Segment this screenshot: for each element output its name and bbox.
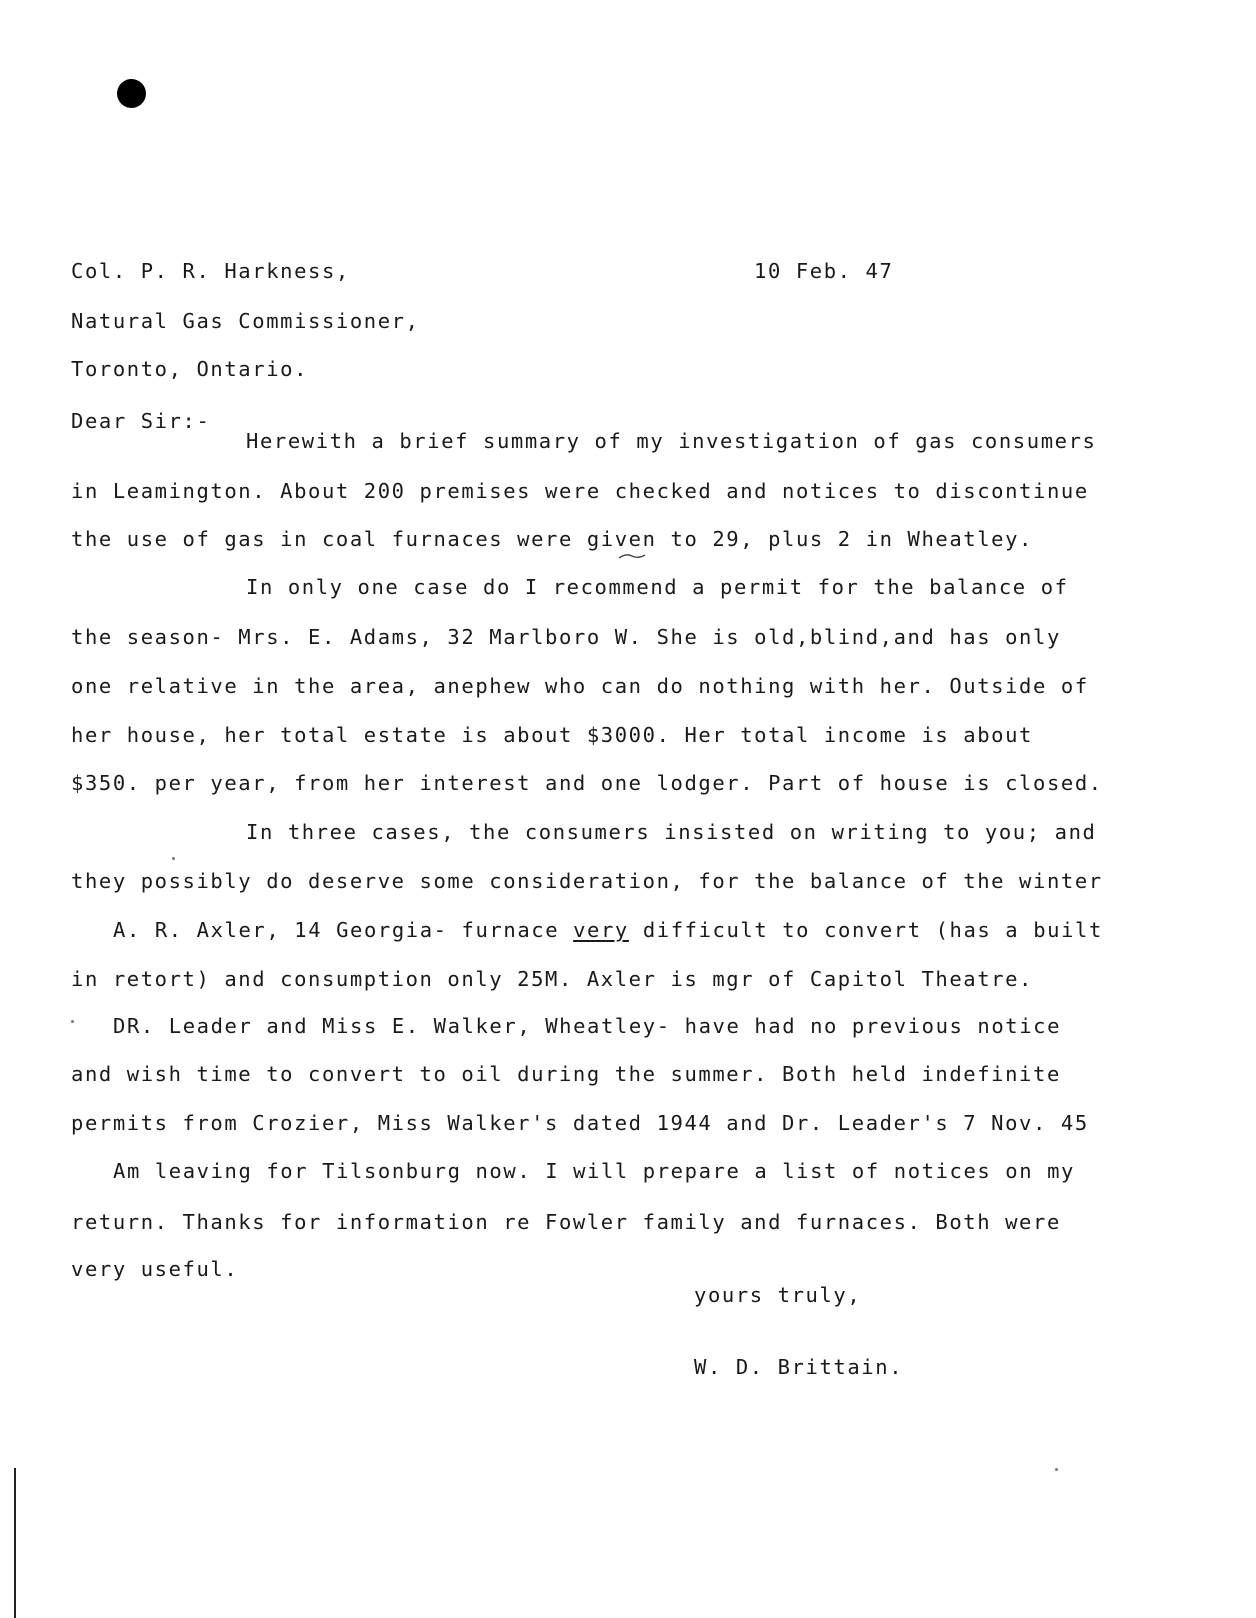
body-line: permits from Crozier, Miss Walker's dated 1944 and Dr. Leader's 7 Nov. 45 [71, 1111, 1089, 1135]
closing: yours truly, [694, 1283, 862, 1307]
body-line: in Leamington. About 200 premises were checked and notices to discontinue [71, 479, 1089, 503]
addressee-location: Toronto, Ontario. [71, 357, 309, 381]
body-line [113, 917, 1103, 943]
body-text: difficult to convert (has a built [628, 918, 1103, 942]
body-line: In three cases, the consumers insisted on writing to you; and [246, 820, 1097, 844]
body-line: in retort) and consumption only 25M. Axler is mgr of Capitol Theatre. [71, 967, 1034, 991]
body-line: In only one case do I recommend a permit for the balance of [246, 575, 1069, 599]
paper-speck [172, 857, 175, 860]
body-line: very useful. [71, 1257, 239, 1281]
body-line: the season- Mrs. E. Adams, 32 Marlboro W. She is old,blind,and has only [71, 625, 1061, 649]
paper-speck [71, 1020, 74, 1023]
letter-date: 10 Feb. 47 [754, 259, 894, 283]
body-line: the use of gas in coal furnaces were given to 29, plus 2 in Wheatley. [71, 527, 1034, 551]
body-line: DR. Leader and Miss E. Walker, Wheatley- have had no previous notice [113, 1014, 1062, 1038]
paper-speck [1055, 1468, 1058, 1471]
body-line: $350. per year, from her interest and one lodger. Part of house is closed. [71, 771, 1103, 795]
body-text: A. R. Axler, 14 Georgia- furnace [113, 918, 574, 942]
body-line: and wish time to convert to oil during the summer. Both held indefinite [71, 1062, 1061, 1086]
signature: W. D. Brittain. [694, 1355, 904, 1379]
hole-punch-mark [117, 79, 146, 108]
scan-edge-line [14, 1468, 16, 1618]
addressee-name: Col. P. R. Harkness, [71, 259, 350, 283]
body-line: Am leaving for Tilsonburg now. I will prepare a list of notices on my [113, 1159, 1076, 1183]
body-line: her house, her total estate is about $3000. Her total income is about [71, 723, 1034, 747]
body-line: one relative in the area, anephew who can do nothing with her. Outside of [71, 674, 1089, 698]
addressee-title: Natural Gas Commissioner, [71, 309, 420, 333]
body-line: return. Thanks for information re Fowler family and furnaces. Both were [71, 1210, 1061, 1234]
body-line: they possibly do deserve some consideration, for the balance of the winter [71, 869, 1103, 893]
salutation: Dear Sir:- [71, 409, 211, 433]
body-line: Herewith a brief summary of my investigation of gas consumers [246, 429, 1097, 453]
underlined-word: very [573, 918, 629, 942]
handwritten-correction-mark [618, 552, 646, 562]
